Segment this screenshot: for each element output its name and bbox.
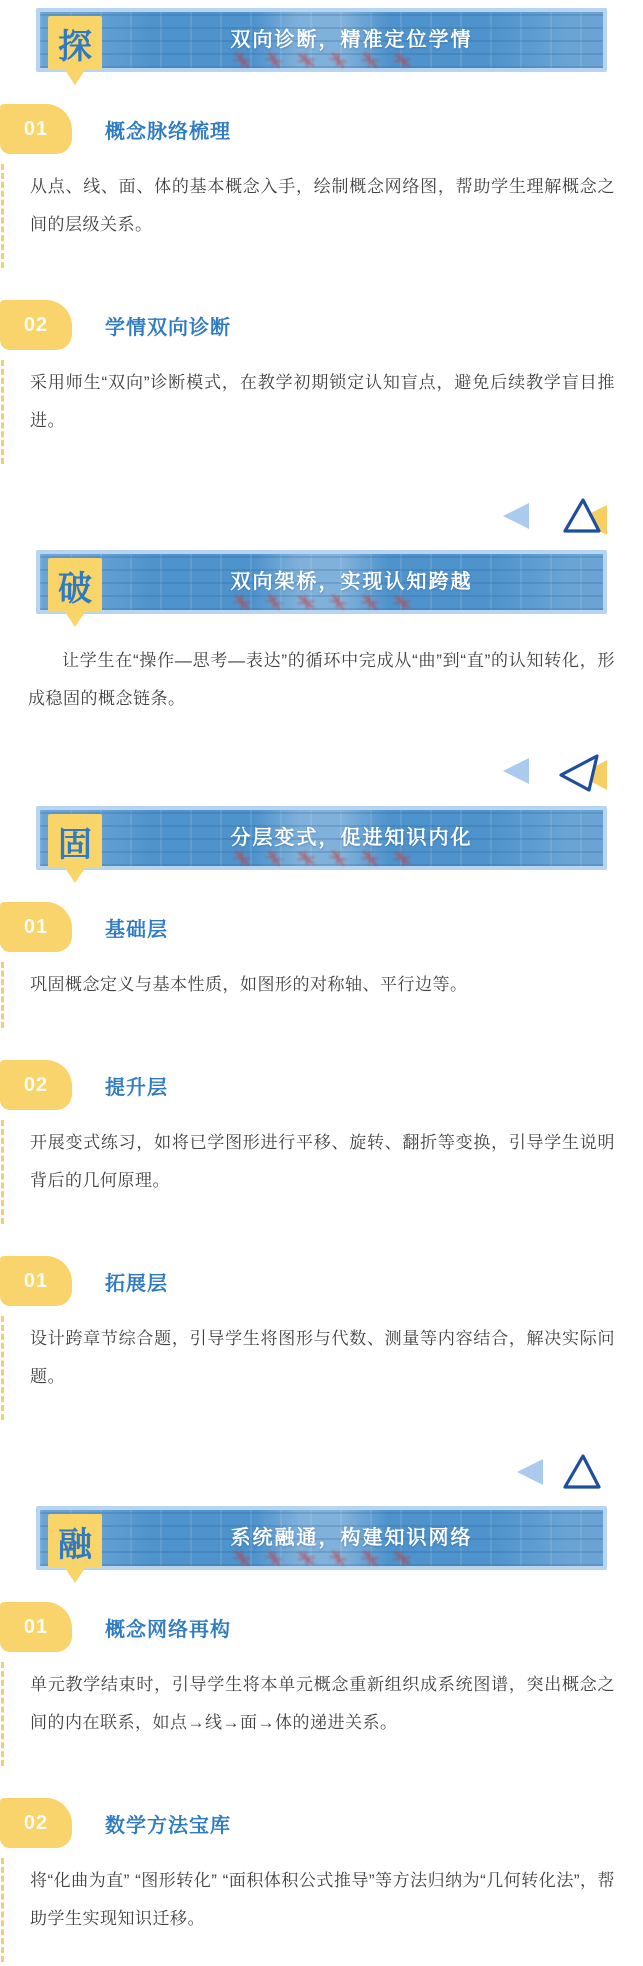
item-number-badge: 01 xyxy=(0,104,72,154)
list-item xyxy=(0,104,643,154)
item-body-text: 设计跨章节综合题，引导学生将图形与代数、测量等内容结合，解决实际问题。 xyxy=(30,1329,615,1386)
red-calligraphy-watermark-icon xyxy=(233,1551,410,1565)
item-body xyxy=(1,962,615,1028)
banner-title: 双向诊断，精准定位学情 xyxy=(230,29,473,51)
divider-triangles-1 xyxy=(0,494,611,538)
list-item xyxy=(0,1060,643,1110)
banner-badge-consolidate xyxy=(48,814,102,868)
triangle-decoration-icon xyxy=(495,1450,611,1494)
list-item xyxy=(0,902,643,952)
banner-badge-break xyxy=(48,558,102,612)
banner-integrate xyxy=(36,1506,607,1570)
list-item xyxy=(0,1256,643,1306)
item-title: 基础层 xyxy=(105,918,168,941)
triangle-decoration-icon xyxy=(495,494,611,538)
banner-badge-char: 融 xyxy=(58,1525,92,1564)
item-body-text: 从点、线、面、体的基本概念入手，绘制概念网络图，帮助学生理解概念之间的层级关系。 xyxy=(30,177,615,234)
list-item xyxy=(0,300,643,350)
banner-badge-explore xyxy=(48,16,102,70)
banner-title: 分层变式，促进知识内化 xyxy=(230,827,473,849)
section-paragraph: 让学生在“操作—思考—表达”的循环中完成从“曲”到“直”的认知转化，形成稳固的概念链条。 xyxy=(28,651,615,708)
list-item xyxy=(0,1602,643,1652)
banner-badge-char: 破 xyxy=(58,569,92,608)
item-body xyxy=(1,360,615,464)
item-body-text: 单元教学结束时，引导学生将本单元概念重新组织成系统图谱，突出概念之间的内在联系，如点→线→面→体的递进关系。 xyxy=(30,1675,615,1732)
item-body xyxy=(1,1316,615,1420)
item-number-badge: 01 xyxy=(0,1602,72,1652)
banner-consolidate xyxy=(36,806,607,870)
item-title: 学情双向诊断 xyxy=(105,316,231,339)
triangle-decoration-icon xyxy=(495,748,611,794)
item-number-badge: 01 xyxy=(0,902,72,952)
divider-triangles-3 xyxy=(0,1450,611,1494)
banner-explore xyxy=(36,8,607,72)
red-calligraphy-watermark-icon xyxy=(233,53,410,67)
item-number-badge: 02 xyxy=(0,1798,72,1848)
item-body xyxy=(1,1662,615,1766)
item-body xyxy=(1,1120,615,1224)
item-title: 数学方法宝库 xyxy=(105,1814,231,1837)
list-item xyxy=(0,1798,643,1848)
item-number-badge: 01 xyxy=(0,1256,72,1306)
item-body-text: 巩固概念定义与基本性质，如图形的对称轴、平行边等。 xyxy=(30,975,468,994)
item-body xyxy=(1,164,615,268)
banner-badge-char: 固 xyxy=(58,825,92,864)
item-number-badge: 02 xyxy=(0,1060,72,1110)
banner-badge-integrate xyxy=(48,1514,102,1568)
divider-triangles-2 xyxy=(0,748,611,794)
red-calligraphy-watermark-icon xyxy=(233,851,410,865)
item-body-text: 采用师生“双向”诊断模式，在教学初期锁定认知盲点，避免后续教学盲目推进。 xyxy=(30,373,615,430)
red-calligraphy-watermark-icon xyxy=(233,595,410,609)
banner-badge-char: 探 xyxy=(58,27,92,66)
item-body-text: 开展变式练习，如将已学图形进行平移、旋转、翻折等变换，引导学生说明背后的几何原理。 xyxy=(30,1133,615,1190)
banner-title: 双向架桥，实现认知跨越 xyxy=(230,571,473,593)
item-title: 提升层 xyxy=(105,1076,168,1099)
item-title: 概念脉络梳理 xyxy=(105,120,231,143)
banner-break xyxy=(36,550,607,614)
item-title: 拓展层 xyxy=(105,1272,168,1295)
banner-title: 系统融通，构建知识网络 xyxy=(230,1527,473,1549)
item-body-text: 将“化曲为直” “图形转化” “面积体积公式推导”等方法归纳为“几何转化法”，帮助学生实现知识迁移。 xyxy=(30,1871,615,1928)
item-body xyxy=(1,1858,615,1962)
item-number-badge: 02 xyxy=(0,300,72,350)
item-title: 概念网络再构 xyxy=(105,1618,231,1641)
